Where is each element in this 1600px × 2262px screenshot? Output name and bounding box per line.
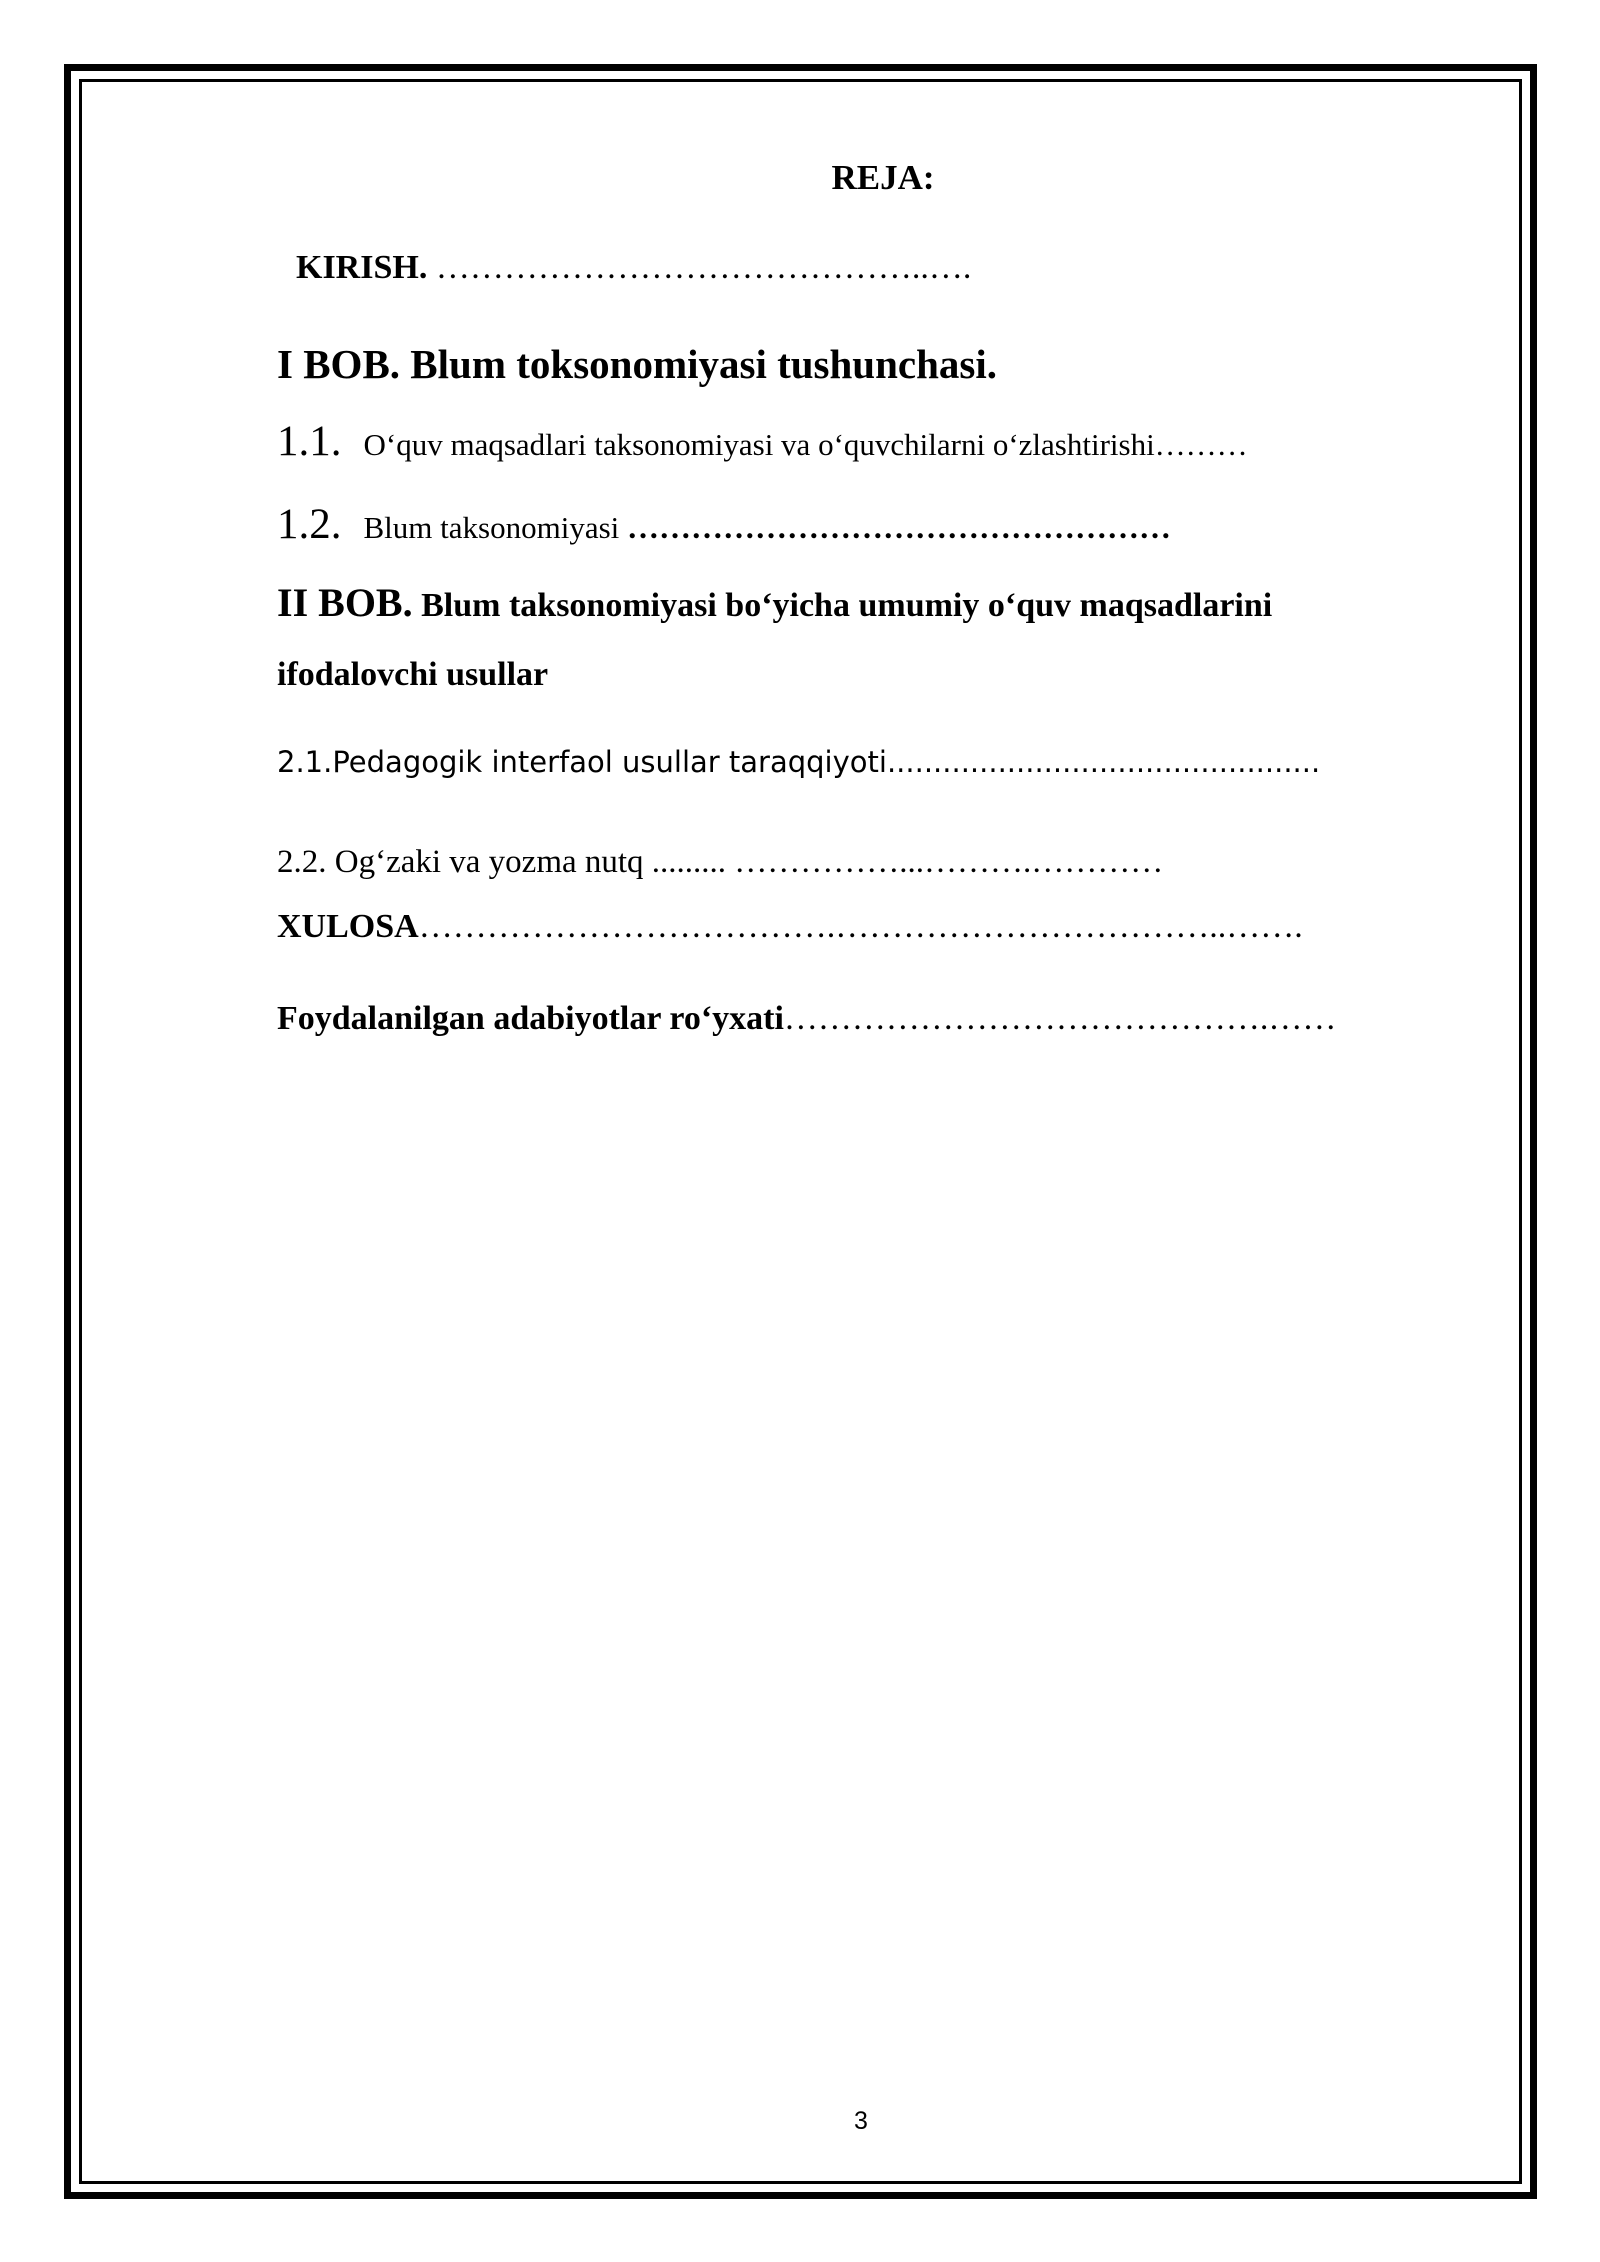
toc-section-text: O‘quv maqsadlari taksonomiyasi va o‘quvchilarni o‘zlashtirishi……… [363,427,1248,462]
toc-chapter-2-prefix: II BOB. [277,580,413,625]
toc-label-kirish: KIRISH. [296,249,428,286]
toc-chapter-1: I BOB. Blum toksonomiyasi tushunchasi. [277,341,998,387]
toc-section-number: 1.1. [277,418,342,465]
toc-section-1-1 [277,420,1248,463]
toc-chapter-2-title-line2: ifodalovchi usullar [277,656,549,693]
toc-leader: …………………………………………… [627,509,1171,545]
toc-leader-references: …………………………………….…… [783,1000,1337,1037]
toc-section-2-1: 2.1.Pedagogik interfaol usullar taraqqiyoti............................................... [277,745,1321,779]
toc-entry-xulosa [277,910,1303,944]
plan-title: REJA: [831,158,935,197]
toc-leader-kirish: ……………………………………..…. [427,249,972,286]
toc-entry-references [277,1002,1336,1036]
toc-chapter-2-title-line1: Blum taksonomiyasi bo‘yicha umumiy o‘quv maqsadlarini [412,587,1273,624]
toc-chapter-2 [277,580,1273,625]
toc-section-text: Blum taksonomiyasi [363,510,627,545]
toc-leader-xulosa: ……………………………….……………………………..……. [418,908,1303,945]
toc-label-references: Foydalanilgan adabiyotlar ro‘yxati [277,1000,784,1037]
toc-section-2-2: 2.2. Og‘zaki va yozma nutq ......... ……………...……….………… [277,844,1164,880]
toc-entry-kirish [296,251,971,285]
page-border-inner [79,79,1522,2184]
toc-label-xulosa: XULOSA [277,908,419,945]
page-number: 3 [854,2107,868,2135]
toc-section-1-2 [277,503,1171,546]
toc-section-number: 1.2. [277,501,342,548]
